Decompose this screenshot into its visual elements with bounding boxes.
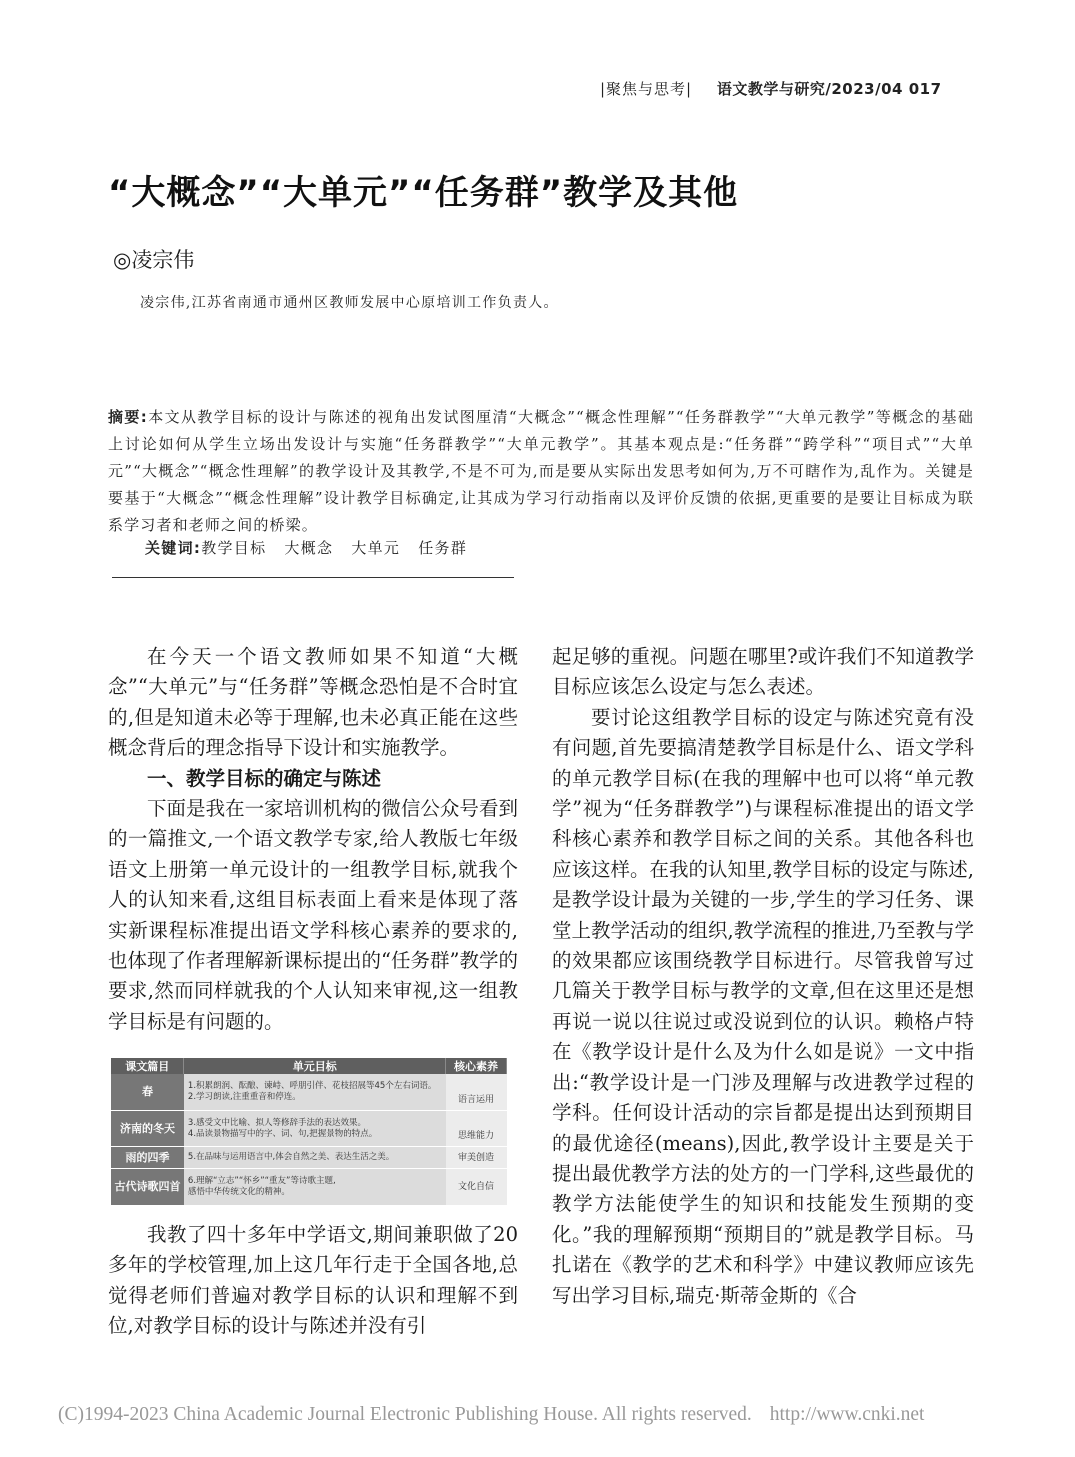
author-name: ◎凌宗伟 [113, 248, 195, 272]
table-header: 核心素养 [446, 1058, 507, 1074]
table-header: 课文篇目 [111, 1058, 184, 1074]
section-label: |聚焦与思考| [600, 80, 693, 98]
goal-line: 6.理解“立志”“怀乡”“重友”等诗歌主题, [187, 1176, 336, 1187]
abstract-text: 本文从教学目标的设计与陈述的视角出发试图厘清“大概念”“概念性理解”“任务群教学”“大单元教学”等概念的基础上讨论如何从学生立场出发设计与实施“任务群教学”“大单元教学”。其基本观点是:“任务群”“跨学科”“项目式”“大单元”“大概念”“概念性理解”的教学设计及其教学,不是不可为,而是要从实际出发思考如何为,万不可瞎作为,乱作为。关键是要基于“大概念”“概念性理解”设计教学目标确定,让其成为学习行动指南以及评价反馈的依据,更重要的是要让目标成为联系学习者和老师之间的桥梁。 [108, 408, 975, 534]
footer-url[interactable]: http://www.cnki.net [769, 1404, 925, 1425]
goal-line: 1.积累朗润、酝酿、谏峙、呼朋引伴、花枝招展等45个左右词语。 [187, 1080, 437, 1091]
body-paragraph: 在今天一个语文教师如果不知道“大概念”“大单元”与“任务群”等概念恐怕是不合时宜的,但是知道未必等于理解,也未必真正能在这些概念背后的理念指导下设计和实施教学。 [108, 645, 518, 760]
goal-line: 4.品读景物描写中的字、词、句,把握景物的特点。 [187, 1128, 378, 1139]
body-paragraph: 下面是我在一家培训机构的微信公众号看到的一篇推文,一个语文教学专家,给人教版七年级语文上册第一单元设计的一组教学目标,就我个人的认知来看,这组目标表面上看来是体现了落实新课程标准提出语文学科核心素养的要求的,也体现了作者理解新课标提出的“任务群”教学的要求,然而同样就我的个人认知来审视,这一组教学目标是有问题的。 [108, 797, 518, 1033]
table-cell-goals [184, 1074, 446, 1110]
table-cell-competency: 文化自信 [446, 1169, 507, 1206]
body-paragraph: 我教了四十多年中学语文,期间兼职做了20多年的学校管理,加上这几年行走于全国各地,总觉得老师们普遍对教学目标的认识和理解不到位,对教学目标的设计与陈述并没有引 [108, 1223, 518, 1338]
abstract-divider [112, 577, 514, 578]
table-cell-goals [184, 1169, 446, 1206]
table-row [111, 1147, 507, 1169]
keyword: 任务群 [418, 539, 468, 557]
journal-info: 语文教学与研究/2023/04 017 [716, 80, 942, 98]
left-column-bottom [108, 1220, 518, 1342]
keywords-label: 关键词: [145, 539, 202, 557]
table-cell-competency: 语言运用 [446, 1074, 507, 1110]
abstract [108, 404, 974, 539]
article-title: “大概念”“大单元”“任务群”教学及其他 [108, 173, 739, 213]
table-row [111, 1110, 507, 1147]
keyword: 教学目标 [201, 539, 267, 557]
goal-line: 5.在品味与运用语言中,体会自然之美、表达生活之美。 [187, 1152, 395, 1163]
abstract-label: 摘要: [108, 408, 148, 426]
table-cell-competency: 思维能力 [446, 1110, 507, 1147]
body-paragraph: 要讨论这组教学目标的设定与陈述究竟有没有问题,首先要搞清楚教学目标是什么、语文学科的单元教学目标(在我的理解中也可以将“单元教学”视为“任务群教学”)与课程标准提出的语文学科核心素养和教学目标之间的关系。其他各科也应该这样。在我的认知里,教学目标的设定与陈述,是教学设计最为关键的一步,学生的学习任务、课堂上教学活动的组织,教学流程的推进,乃至教与学的效果都应该围绕教学目标进行。尽管我曾写过几篇关于教学目标与教学的文章,但在这里还是想再说一说以往说过或没说到位的认识。赖格卢特在《教学设计是什么及为什么如是说》一文中指出:“教学设计是一门涉及理解与改进教学过程的学科。任何设计活动的宗旨都是提出达到预期目的最优途径(means),因此,教学设计主要是关于提出最优教学方法的处方的一门学科,这些最优的教学方法能使学生的知识和技能发生预期的变化。”我的理解预期“预期目的”就是教学目标。马扎诺在《教学的艺术和科学》中建议教师应该先写出学习目标,瑞克·斯蒂金斯的《合 [552, 705, 974, 1307]
table-row [111, 1074, 507, 1110]
right-column [552, 642, 974, 1311]
table-row [111, 1169, 507, 1206]
copyright-footer [58, 1404, 1018, 1426]
running-header [600, 78, 980, 102]
table-cell-goals [184, 1110, 446, 1147]
keyword: 大单元 [351, 539, 401, 557]
unit-goals-table [111, 1058, 507, 1206]
section-heading: 一、教学目标的确定与陈述 [147, 766, 382, 790]
left-column-top [108, 642, 518, 1037]
table-header-row [111, 1058, 507, 1074]
author-bio: 凌宗伟,江苏省南通市通州区教师发展中心原培训工作负责人。 [140, 295, 559, 311]
table-cell-goals [184, 1147, 446, 1169]
keyword: 大概念 [284, 539, 334, 557]
table-cell-text: 春 [111, 1074, 184, 1110]
goal-line: 3.感受文中比喻、拟人等修辞手法的表达效果。 [187, 1117, 367, 1128]
table-header: 单元目标 [184, 1058, 446, 1074]
table-cell-text: 济南的冬天 [111, 1110, 184, 1147]
table-cell-text: 古代诗歌四首 [111, 1169, 184, 1206]
body-paragraph: 起足够的重视。问题在哪里?或许我们不知道教学目标应该怎么设定与怎么表述。 [552, 645, 974, 699]
keywords [145, 537, 485, 558]
goal-line: 感悟中华传统文化的精神。 [187, 1187, 290, 1198]
table-cell-text: 雨的四季 [111, 1147, 184, 1169]
table-cell-competency: 审美创造 [446, 1147, 507, 1169]
goal-line: 2.学习朗读,注重重音和停连。 [187, 1091, 301, 1102]
copyright-text: (C)1994-2023 China Academic Journal Electronic Publishing House. All rights reserved. [58, 1404, 752, 1425]
